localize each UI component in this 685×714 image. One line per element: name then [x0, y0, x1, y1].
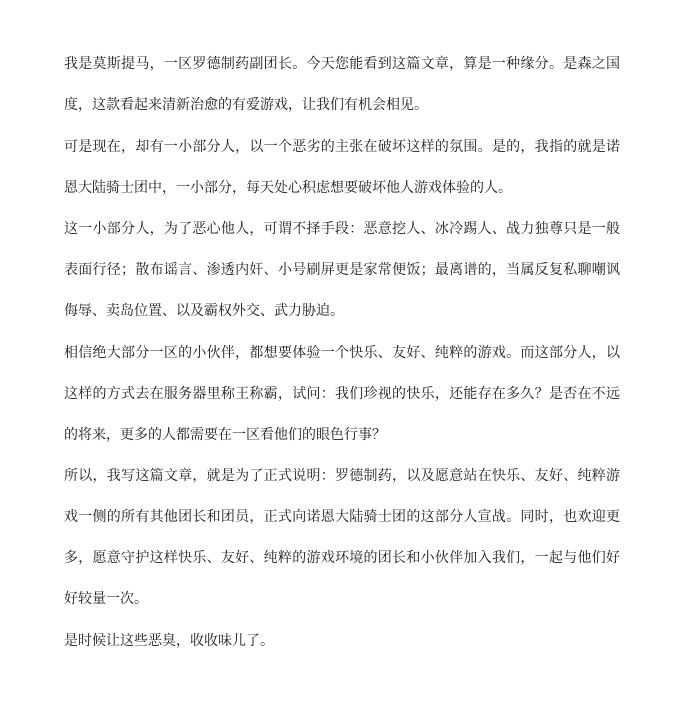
paragraph-1: 我是莫斯提马，一区罗德制药副团长。今天您能看到这篇文章，算是一种缘分。是森之国度，这款看起来清新治愈的有爱游戏，让我们有机会相见。 — [64, 56, 620, 113]
paragraph-5: 所以，我写这篇文章，就是为了正式说明：罗德制药，以及愿意站在快乐、友好、纯粹游戏一侧的所有其他团长和团员，正式向诺恩大陆骑士团的这部分人宣战。同时，也欢迎更多，愿意守护这样快乐、友好、纯粹的游戏环境的团长和小伙伴加入我们，一起与他们好好较量一次。 — [64, 468, 620, 607]
paragraph-4: 相信绝大部分一区的小伙伴，都想要体验一个快乐、友好、纯粹的游戏。而这部分人，以这样的方式去在服务器里称王称霸，试问：我们珍视的快乐，还能存在多久？是否在不远的将来，更多的人都需要在一区看他们的眼色行事？ — [64, 344, 620, 443]
paragraph-2: 可是现在，却有一小部分人，以一个恶劣的主张在破坏这样的氛围。是的，我指的就是诺恩大陆骑士团中，一小部分，每天处心积虑想要破坏他人游戏体验的人。 — [64, 138, 620, 196]
paragraph-6: 是时候让这些恶臭，收收味儿了。 — [64, 632, 274, 649]
article-body — [64, 44, 620, 661]
paragraph-3: 这一小部分人，为了恶心他人，可谓不择手段：恶意挖人、冰冷踢人、战力独尊只是一般表面行径；散布谣言、渗透内奸、小号刷屏更是家常便饭；最离谱的，当属反复私聊嘲讽侮辱、卖岛位置、以及霸权外交、武力胁迫。 — [64, 221, 620, 319]
